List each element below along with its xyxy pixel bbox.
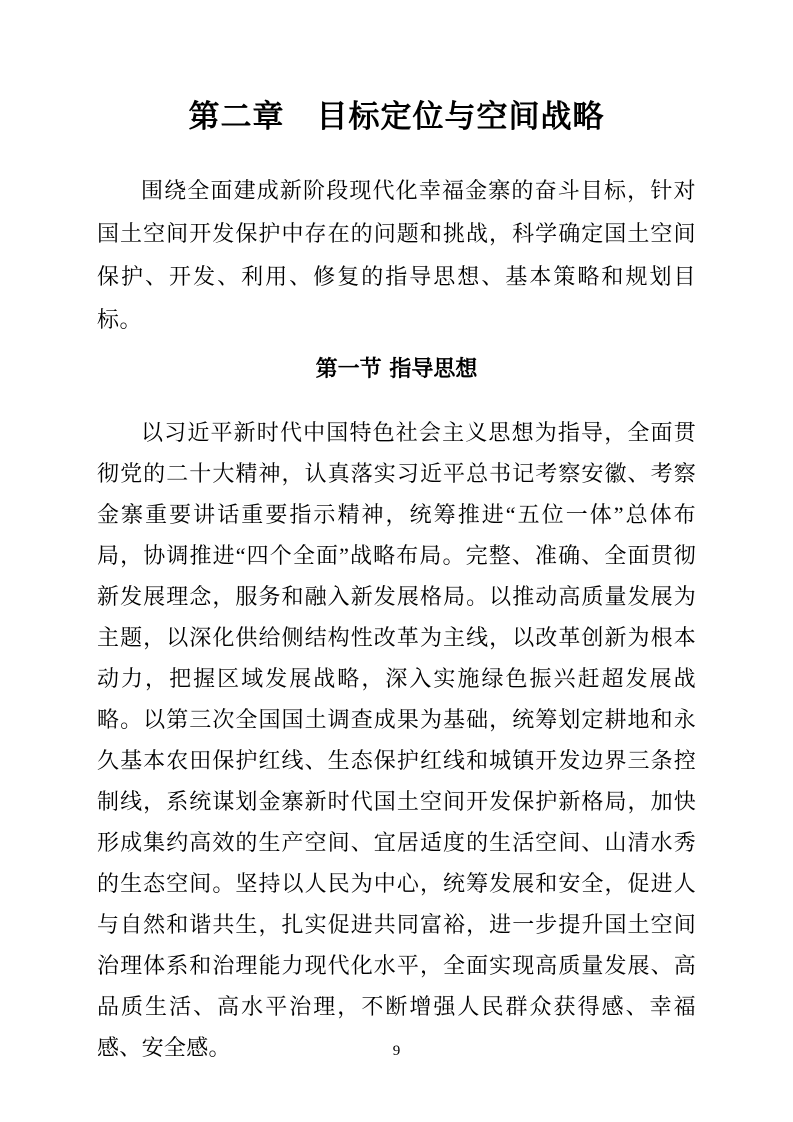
- page-number: 9: [392, 1043, 401, 1059]
- intro-paragraph: 围绕全面建成新阶段现代化幸福金寨的奋斗目标，针对国土空间开发保护中存在的问题和挑战，科学确定国土空间保护、开发、利用、修复的指导思想、基本策略和规划目标。: [97, 178, 696, 332]
- chapter-title: 第二章 目标定位与空间战略: [188, 99, 605, 134]
- body-paragraph: 以习近平新时代中国特色社会主义思想为指导，全面贯彻党的二十大精神，认真落实习近平总书记考察安徽、考察金寨重要讲话重要指示精神，统筹推进“五位一体”总体布局，协调推进“四个全面”战略布局。完整、准确、全面贯彻新发展理念，服务和融入新发展格局。以推动高质量发展为主题，以深化供给侧结构性改革为主线，以改革创新为根本动力，把握区域发展战略，深入实施绿色振兴赶超发展战略。以第三次全国国土调查成果为基础，统筹划定耕地和永久基本农田保护红线、生态保护红线和城镇开发边界三条控制线，系统谋划金寨新时代国土空间开发保护新格局，加快形成集约高效的生产空间、宜居适度的生活空间、山清水秀的生态空间。坚持以人民为中心，统筹发展和安全，促进人与自然和谐共生，扎实促进共同富裕，进一步提升国土空间治理体系和治理能力现代化水平，全面实现高质量发展、高品质生活、高水平治理，不断增强人民群众获得感、幸福感、安全感。: [97, 420, 696, 1060]
- section-title: 第一节 指导思想: [315, 357, 478, 382]
